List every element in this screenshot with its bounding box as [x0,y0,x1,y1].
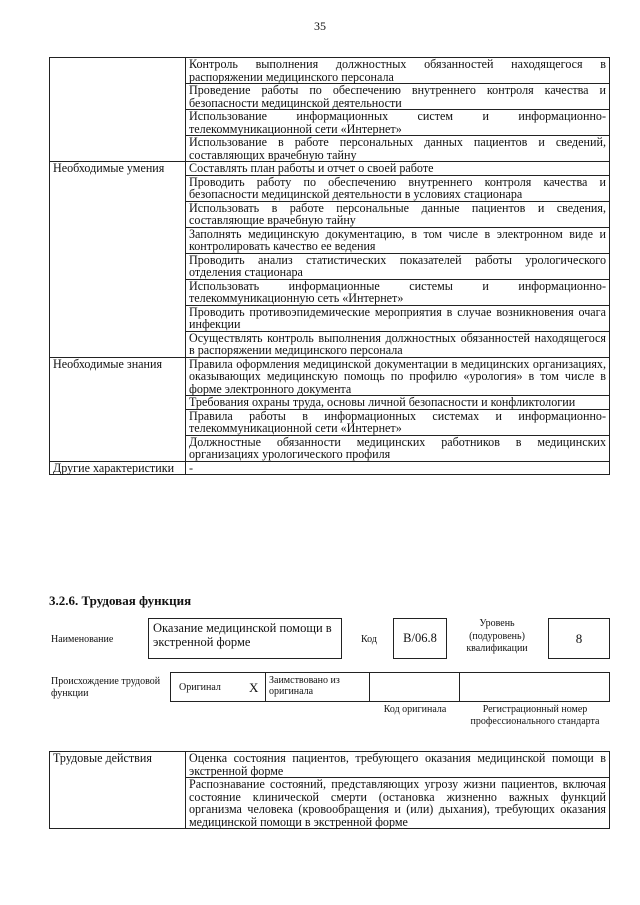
table-row [50,58,610,84]
row-group-label: Трудовые действия [50,752,186,829]
table-row [50,461,610,475]
row-group-label [50,58,186,162]
row-item-text: Контроль выполнения должностных обязанностей находящегося в распоряжении медицинского персонала [186,58,610,84]
row-group-label: Необходимые умения [50,162,186,358]
name-value-box: Оказание медицинской помощи в экстренной форме [148,618,342,659]
row-item-text: Использование информационных систем и информационно-телекоммуникационной сети «Интернет» [186,110,610,136]
row-item-text: Осуществлять контроль выполнения должностных обязанностей находящегося в распоряжении медицинского персонала [186,331,610,357]
original-cell [170,672,266,702]
row-item-text: Проводить противоэпидемические мероприятия в случае возникновения очага инфекции [186,305,610,331]
row-item-text: Проведение работы по обеспечению внутреннего контроля качества и безопасности медицинской деятельности [186,84,610,110]
row-item-text: Правила работы в информационных системах и информационно-телекоммуникационной сети «Интернет» [186,409,610,435]
competency-table [49,57,610,475]
row-group-label: Необходимые знания [50,357,186,461]
level-label: Уровень (подуровень) квалификации [466,618,528,654]
original-mark: X [249,680,259,695]
code-original-cell [370,672,460,702]
origin-label: Происхождение трудовой функции [51,676,161,699]
row-item-text: Составлять план работы и отчет о своей работе [186,162,610,176]
row-item-text: Требования охраны труда, основы личной безопасности и конфликтологии [186,396,610,410]
row-item-text: Правила оформления медицинской документации в медицинских организациях, оказывающих медицинскую помощь по профилю «урология» в том числе в форме электронного документа [186,357,610,396]
row-item-text: Использовать информационные системы и информационно-телекоммуникационную сеть «Интернет» [186,279,610,305]
code-value-box: B/06.8 [393,618,447,659]
row-item-text: Использовать в работе персональные данные пациентов и сведения, составляющие врачебную тайну [186,201,610,227]
table-row [50,752,610,778]
section-title: 3.2.6. Трудовая функция [49,593,192,608]
name-label: Наименование [51,634,114,645]
row-item-text: Оценка состояния пациентов, требующего оказания медицинской помощи в экстренной форме [186,752,610,778]
row-item-text: Проводить анализ статистических показателей работы урологического отделения стационара [186,253,610,279]
page-number: 35 [314,19,326,33]
row-item-text: Распознавание состояний, представляющих угрозу жизни пациентов, включая состояние клинической смерти (остановка жизненно важных функций организма человека (кровообращения и (или) дыхания), требующих оказания медицинской помощи в экстренной форме [186,778,610,829]
row-item-text: Должностные обязанности медицинских работников в медицинских организациях урологического профиля [186,435,610,461]
row-item-text: Использование в работе персональных данных пациентов и сведений, составляющих врачебную тайну [186,136,610,162]
borrowed-cell: Заимствовано из оригинала [266,672,370,702]
reg-number-cell [460,672,610,702]
origin-row [170,672,610,702]
labor-actions-table [49,751,610,829]
reg-number-caption: Регистрационный номер профессионального стандарта [470,704,600,727]
code-label: Код [361,634,377,645]
row-item-text: - [186,461,610,475]
row-item-text: Проводить работу по обеспечению внутреннего контроля качества и безопасности медицинской деятельности в условиях стационара [186,175,610,201]
row-item-text: Заполнять медицинскую документацию, в том числе в электронном виде и контролировать качество ее ведения [186,227,610,253]
row-group-label: Другие характеристики [50,461,186,475]
table-row [50,162,610,176]
level-value-box: 8 [548,618,610,659]
original-label: Оригинал [179,682,221,693]
table-row [50,357,610,396]
code-original-caption: Код оригинала [383,704,447,715]
